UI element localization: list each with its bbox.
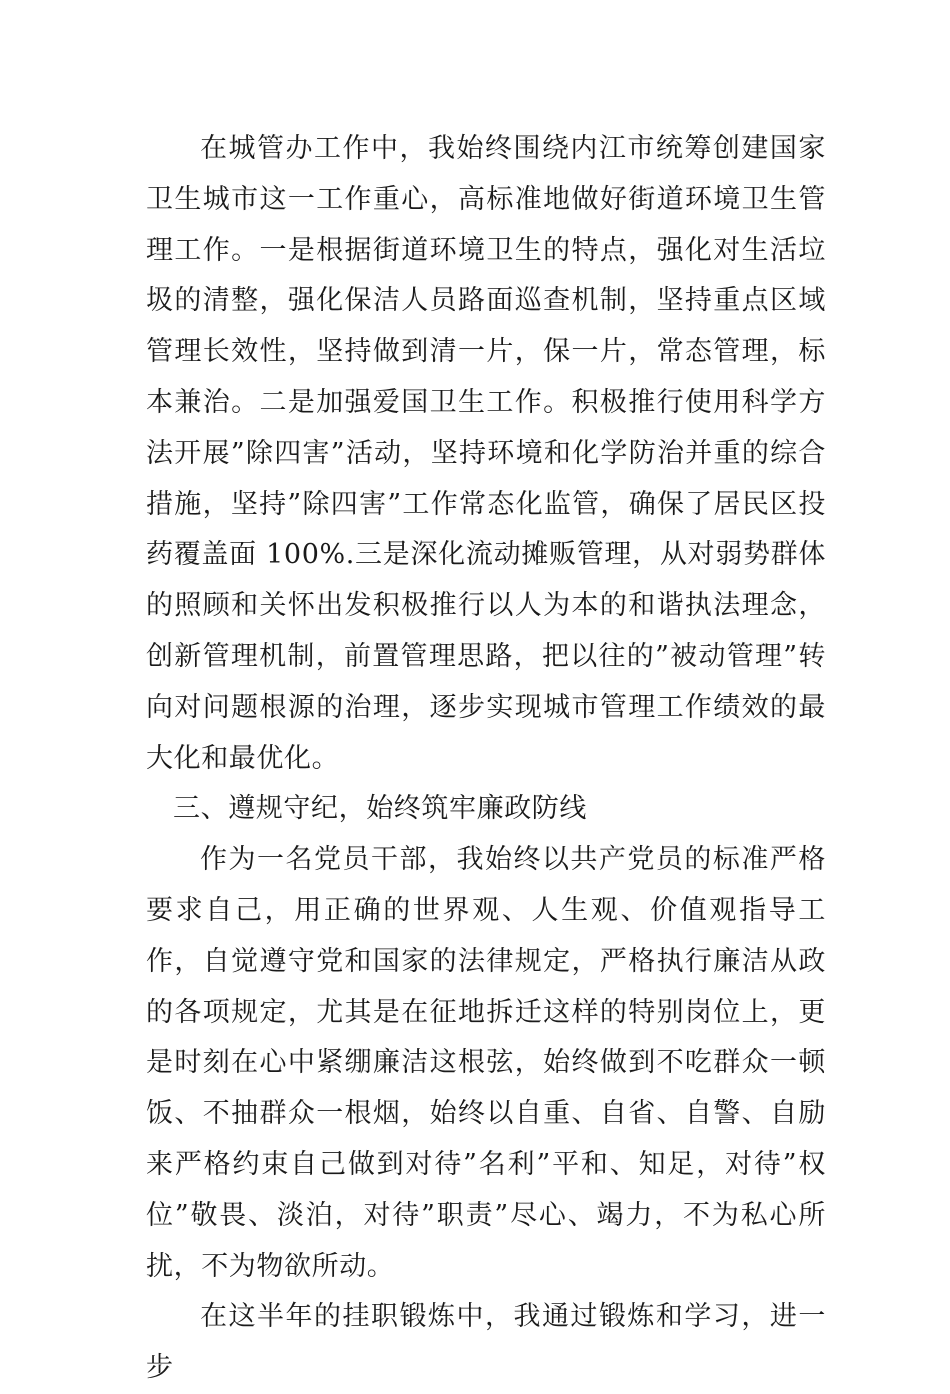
paragraph-party-discipline: 作为一名党员干部，我始终以共产党员的标准严格要求自己，用正确的世界观、人生观、价值观指导工作，自觉遵守党和国家的法律规定，严格执行廉洁从政的各项规定，尤其是在征地拆迁这样的特别岗位上，更是时刻在心中紧绷廉洁这根弦，始终做到不吃群众一顿饭、不抽群众一根烟，始终以自重、自省、自警、自励来严格约束自己做到对待”名利”平和、知足，对待”权位”敬畏、淡泊，对待”职责”尽心、竭力，不为私心所扰，不为物欲所动。 [146,844,826,1282]
paragraph-urban-management: 在城管办工作中，我始终围绕内江市统筹创建国家卫生城市这一工作重心，高标准地做好街道环境卫生管理工作。一是根据街道环境卫生的特点，强化对生活垃圾的清整，强化保洁人员路面巡查机制，坚持重点区域管理长效性，坚持做到清一片，保一片，常态管理，标本兼治。二是加强爱国卫生工作。积极推行使用科学方法开展”除四害”活动，坚持环境和化学防治并重的综合措施，坚持”除四害”工作常态化监管，确保了居民区投药覆盖面 100%.三是深化流动摊贩管理，从对弱势群体的照顾和关怀出发积极推行以人为本的和谐执法理念，创新管理机制，前置管理思路，把以往的”被动管理”转向对问题根源的治理，逐步实现城市管理工作绩效的最大化和最优化。 [146,133,826,774]
document-page [146,124,826,1394]
section-heading-integrity: 三、遵规守纪，始终筑牢廉政防线 [173,793,587,825]
paragraph-summary-start: 在这半年的挂职锻炼中，我通过锻炼和学习，进一步 [146,1301,826,1384]
